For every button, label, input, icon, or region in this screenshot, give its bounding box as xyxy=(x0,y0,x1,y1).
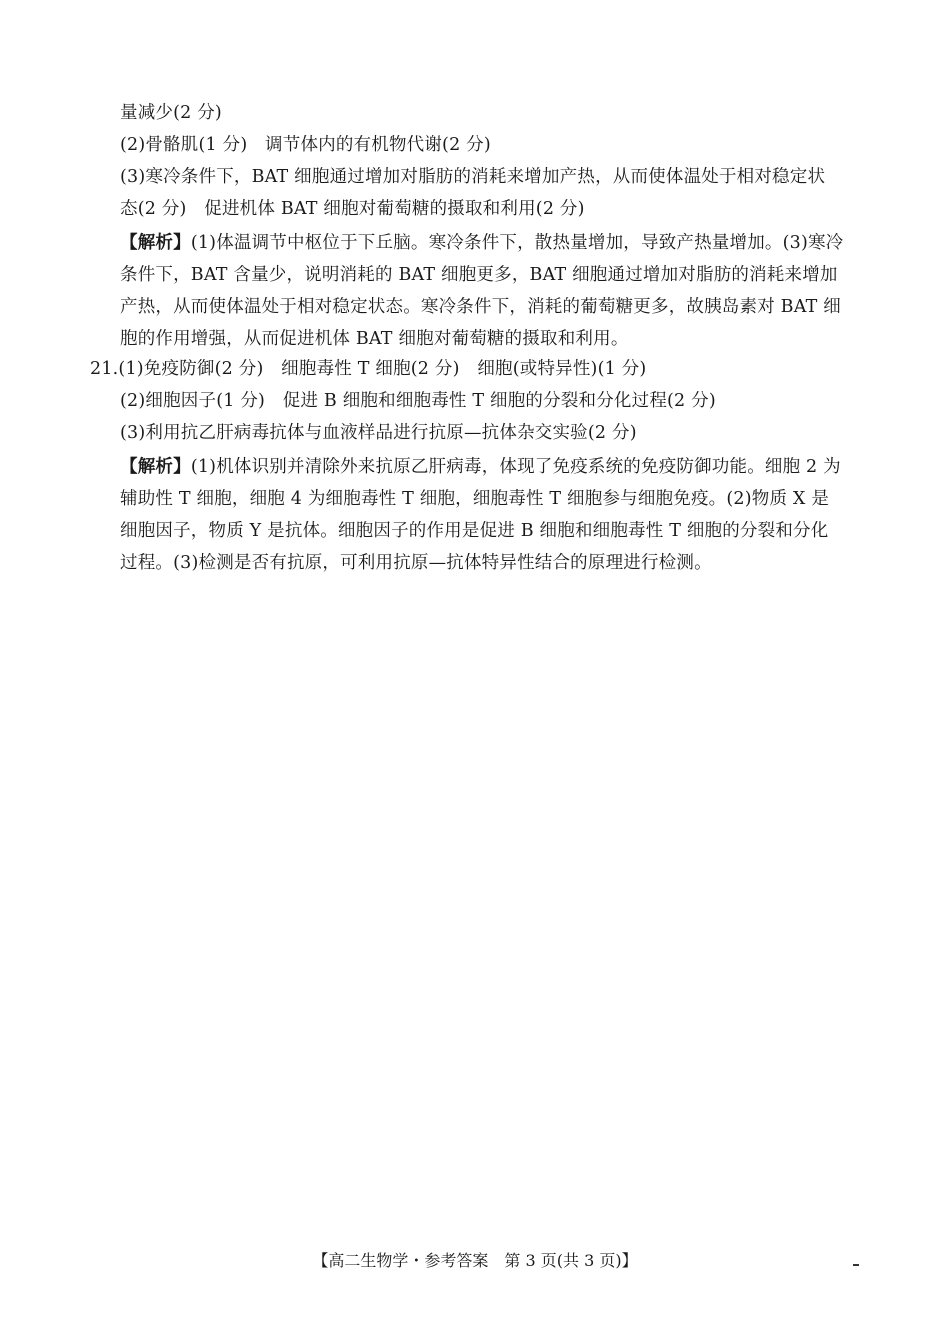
q21-analysis-text: (1)机体识别并清除外来抗原乙肝病毒，体现了免疫系统的免疫防御功能。细胞 2 为 xyxy=(190,457,841,477)
q21-answer-part3: (3)利用抗乙肝病毒抗体与血液样品进行抗原—抗体杂交实验(2 分) xyxy=(120,423,637,443)
q21-analysis-line: 过程。(3)检测是否有抗原，可利用抗原—抗体特异性结合的原理进行检测。 xyxy=(120,553,712,573)
corner-mark xyxy=(853,1264,859,1266)
analysis-label: 【解析】 xyxy=(120,233,191,253)
q21-answer-part1: 21.(1)免疫防御(2 分) 细胞毒性 T 细胞(2 分) 细胞(或特异性)(1 分) xyxy=(90,359,647,379)
q20-answer-part3-cont: 态(2 分) 促进机体 BAT 细胞对葡萄糖的摄取和利用(2 分) xyxy=(120,199,585,219)
q20-analysis-line xyxy=(120,232,843,254)
q21-analysis-line: 辅助性 T 细胞，细胞 4 为细胞毒性 T 细胞，细胞毒性 T 细胞参与细胞免疫。(2)物质 X 是 xyxy=(120,489,830,509)
q21-analysis-line xyxy=(120,456,841,478)
page-footer: 【高二生物学・参考答案 第 3 页(共 3 页)】 xyxy=(312,1251,638,1270)
q20-answer-line: 量减少(2 分) xyxy=(120,103,222,123)
analysis-label: 【解析】 xyxy=(120,457,191,477)
q21-answer-part2: (2)细胞因子(1 分) 促进 B 细胞和细胞毒性 T 细胞的分裂和分化过程(2 分) xyxy=(120,391,716,411)
q20-answer-part3: (3)寒冷条件下，BAT 细胞通过增加对脂肪的消耗来增加产热，从而使体温处于相对稳定状 xyxy=(120,167,826,187)
q20-analysis-line: 条件下，BAT 含量少，说明消耗的 BAT 细胞更多，BAT 细胞通过增加对脂肪的消耗来增加 xyxy=(120,265,838,285)
q20-analysis-line: 产热，从而使体温处于相对稳定状态。寒冷条件下，消耗的葡萄糖更多，故胰岛素对 BAT 细 xyxy=(120,297,841,317)
q20-analysis-line: 胞的作用增强，从而促进机体 BAT 细胞对葡萄糖的摄取和利用。 xyxy=(120,329,629,349)
q21-analysis-line: 细胞因子，物质 Y 是抗体。细胞因子的作用是促进 B 细胞和细胞毒性 T 细胞的分裂和分化 xyxy=(120,521,829,541)
q20-analysis-text: (1)体温调节中枢位于下丘脑。寒冷条件下，散热量增加，导致产热量增加。(3)寒冷 xyxy=(190,233,844,253)
q20-answer-part2: (2)骨骼肌(1 分) 调节体内的有机物代谢(2 分) xyxy=(120,135,491,155)
